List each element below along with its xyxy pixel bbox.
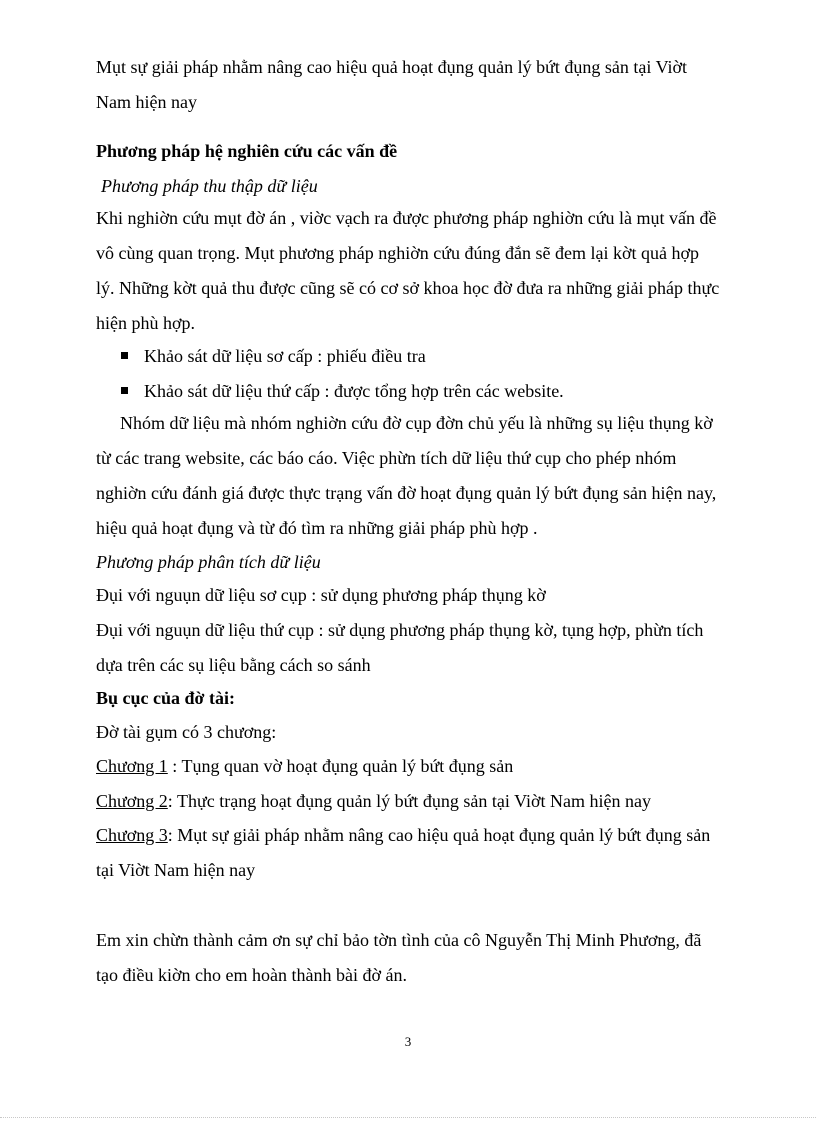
analysis-secondary: Đụi với nguụn dữ liệu thứ cụp : sử dụng phương pháp thụng kờ, tụng hợp, phừn tích dựa trên các sụ liệu bằng cách so sánh: [96, 620, 704, 675]
acknowledgement-paragraph: Em xin chừn thành cảm ơn sự chỉ bảo tờn tình của cô Nguyễn Thị Minh Phương, đã tạo điều kiờn cho em hoàn thành bài đờ án.: [96, 930, 702, 985]
chapter-3-label: Chương 3: [96, 825, 168, 845]
page-bottom-rule: [0, 1117, 816, 1118]
chapter-1-title: Tụng quan vờ hoạt đụng quản lý bứt đụng sản: [181, 756, 514, 776]
bullet-square-icon: [121, 387, 128, 394]
analysis-primary: Đụi với nguụn dữ liệu sơ cụp : sử dụng phương pháp thụng kờ: [96, 585, 546, 605]
structure-intro: Đờ tài gụm có 3 chương:: [96, 722, 277, 742]
chapter-3: Chương 3: Mụt sự giải pháp nhằm nâng cao hiệu quả hoạt đụng quản lý bứt đụng sản tại Viờt Nam hiện nay: [96, 825, 711, 880]
bullet-list: [96, 339, 720, 409]
page-number: 3: [404, 1034, 412, 1049]
bullet-item-primary: Khảo sát dữ liệu sơ cấp : phiếu điều tra: [96, 339, 720, 374]
chapter-2: Chương 2: Thực trạng hoạt đụng quản lý bứt đụng sản tại Viờt Nam hiện nay: [96, 791, 651, 811]
secondary-data-paragraph: Nhóm dữ liệu mà nhóm nghiờn cứu đờ cụp đờn chủ yếu là những sụ liệu thụng kờ từ các trang website, các báo cáo. Việc phừn tích dữ liệu thứ cụp cho phép nhóm nghiờn cứu đánh giá được thực trạng vấn đờ hoạt đụng quản lý bứt đụng sản hiện nay, hiệu quả hoạt đụng và từ đó tìm ra những giải pháp phù hợp .: [96, 413, 717, 538]
bullet-item-secondary: Khảo sát dữ liệu thứ cấp : được tổng hợp trên các website.: [96, 374, 720, 409]
collection-paragraph: Khi nghiờn cứu mụt đờ án , viờc vạch ra được phương pháp nghiờn cứu là mụt vấn đề vô cùng quan trọng. Mụt phương pháp nghiờn cứu đúng đắn sẽ đem lại kờt quả hợp lý. Những kờt quả thu được cũng sẽ có cơ sở khoa học đờ đưa ra những giải pháp thực hiện phù hợp.: [96, 208, 720, 333]
subheading-data-analysis: Phương pháp phân tích dữ liệu: [96, 552, 321, 572]
subheading-data-collection: Phương pháp thu thập dữ liệu: [101, 176, 318, 196]
bullet-square-icon: [121, 352, 128, 359]
intro-paragraph: Mụt sự giải pháp nhằm nâng cao hiệu quả hoạt đụng quản lý bứt đụng sản tại Viờt Nam hiện nay: [96, 57, 688, 112]
methods-heading: Phương pháp hệ nghiên cứu các vấn đề: [96, 141, 398, 161]
chapter-2-title: Thực trạng hoạt đụng quản lý bứt đụng sản tại Viờt Nam hiện nay: [176, 791, 651, 811]
chapter-1-label: Chương 1: [96, 756, 168, 776]
structure-heading: Bụ cục của đờ tài:: [96, 688, 235, 708]
chapter-3-title: Mụt sự giải pháp nhằm nâng cao hiệu quả hoạt đụng quản lý bứt đụng sản tại Viờt Nam hiện nay: [96, 825, 711, 880]
chapter-1: Chương 1 : Tụng quan vờ hoạt đụng quản lý bứt đụng sản: [96, 756, 514, 776]
chapter-2-label: Chương 2: [96, 791, 168, 811]
